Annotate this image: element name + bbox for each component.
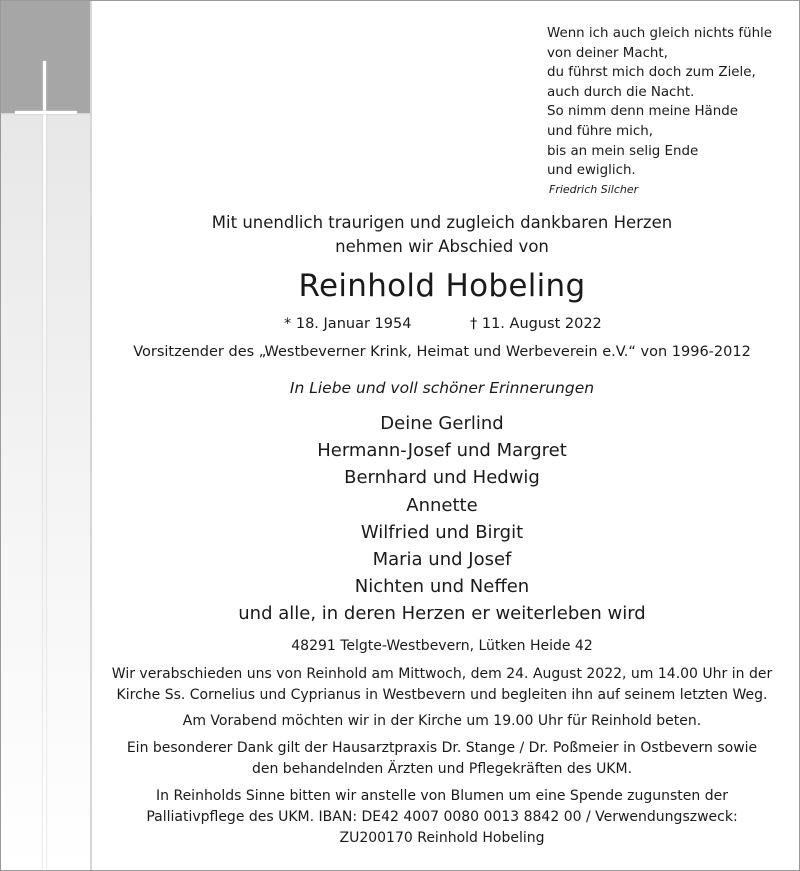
donation-line: Palliativpflege des UKM. IBAN: DE42 4007 0080 0013 8842 00 / Verwendungszweck:	[146, 809, 738, 825]
mourner-name: Maria und Josef	[372, 549, 512, 571]
intro-line-1: Mit unendlich traurigen und zugleich dankbaren Herzen	[211, 213, 673, 232]
band-top-shade	[1, 1, 91, 113]
thanks-notice	[92, 738, 792, 780]
deceased-role: Vorsitzender des „Westbeverner Krink, Heimat und Werbeverein e.V.“ von 1996-2012	[133, 344, 751, 360]
mourners-heading: In Liebe und voll schöner Erinnerungen	[289, 379, 595, 397]
decorative-band	[1, 1, 91, 870]
mourner-name: Annette	[406, 494, 478, 516]
poem-author: Friedrich Silcher	[549, 182, 639, 196]
mourner-name: Nichten und Neffen	[354, 576, 530, 598]
poem-line: und ewiglich.	[547, 163, 636, 179]
poem	[547, 24, 772, 199]
mourner-name: und alle, in deren Herzen er weiterleben wird	[238, 603, 646, 625]
mourner-name: Hermann-Josef und Margret	[317, 440, 567, 462]
mourner-name: Bernhard und Hedwig	[344, 467, 540, 489]
poem-line: Wenn ich auch gleich nichts fühle	[547, 26, 773, 41]
poem-line: du führst mich doch zum Ziele,	[547, 65, 756, 81]
funeral-line: Kirche Ss. Cornelius und Cyprianus in Westbevern und begleiten ihn auf seinem letzten Weg.	[116, 687, 768, 703]
mourner-name: Wilfried und Birgit	[360, 521, 524, 543]
poem-line: von deiner Macht,	[547, 45, 668, 61]
poem-line: und führe mich,	[547, 123, 653, 139]
birth-date: * 18. Januar 1954	[284, 316, 412, 332]
donation-line: In Reinholds Sinne bitten wir anstelle von Blumen um eine Spende zugunsten der	[156, 788, 728, 804]
death-date: † 11. August 2022	[470, 316, 602, 332]
thanks-line: Ein besonderer Dank gilt der Hausarztpraxis Dr. Stange / Dr. Poßmeier in Ostbevern sowie	[126, 740, 758, 756]
mourners-list	[92, 410, 792, 628]
donation-line: ZU200170 Reinhold Hobeling	[339, 830, 545, 846]
cross-bar	[15, 111, 77, 114]
poem-line: auch durch die Nacht.	[547, 84, 695, 100]
cross-icon	[43, 61, 46, 870]
thanks-line: den behandelnden Ärzten und Pflegekräften des UKM.	[251, 761, 633, 777]
intro-line-2: nehmen wir Abschied von	[335, 237, 549, 256]
family-address: 48291 Telgte-Westbevern, Lütken Heide 42	[291, 638, 593, 654]
poem-line: bis an mein selig Ende	[547, 143, 699, 159]
prayer-notice: Am Vorabend möchten wir in der Kirche um 19.00 Uhr für Reinhold beten.	[182, 713, 702, 729]
funeral-notice	[92, 664, 792, 706]
mourner-name: Deine Gerlind	[380, 413, 504, 434]
funeral-line: Wir verabschieden uns von Reinhold am Mittwoch, dem 24. August 2022, um 14.00 Uhr in der	[111, 666, 773, 682]
deceased-name: Reinhold Hobeling	[298, 268, 586, 304]
intro-text	[92, 211, 792, 259]
poem-line: So nimm denn meine Hände	[547, 104, 738, 120]
donation-notice	[92, 786, 792, 849]
